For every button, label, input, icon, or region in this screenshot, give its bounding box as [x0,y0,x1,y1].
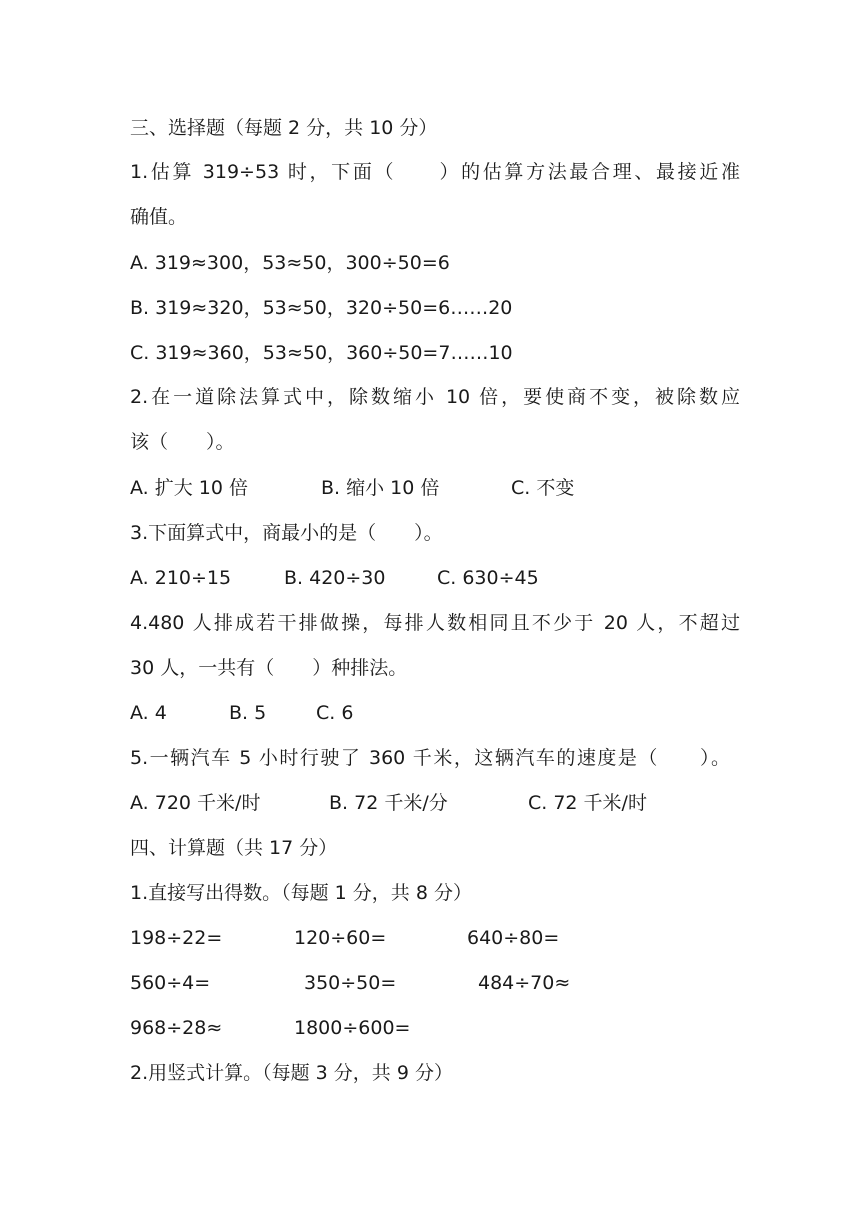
q5-option-a: A. 720 千米/时 [130,792,261,814]
q3-option-a: A. 210÷15 [130,567,232,589]
q5-option-c: C. 72 千米/时 [528,792,647,814]
q4-option-c: C. 6 [316,702,354,724]
calc1-item: 198÷22= [130,927,223,949]
calc1-item: 350÷50= [304,972,397,994]
q4-option-a: A. 4 [130,702,167,724]
calc2-title: 2.用竖式计算。（每题 3 分，共 9 分） [130,1062,453,1084]
q2-option-b: B. 缩小 10 倍 [321,477,440,499]
calc1-item: 640÷80= [467,927,560,949]
q3-option-c: C. 630÷45 [437,567,539,589]
q2-option-a: A. 扩大 10 倍 [130,477,248,499]
section-calc-title: 四、计算题（共 17 分） [130,837,338,859]
q5-stem: 5.一辆汽车 5 小时行驶了 360 千米，这辆汽车的速度是（ ）。 [130,747,730,769]
q4-stem-line1: 4.480 人排成若干排做操，每排人数相同且不少于 20 人，不超过 [130,612,740,634]
q2-stem-line2: 该（ ）。 [130,431,235,453]
q2-option-c: C. 不变 [511,477,575,499]
q1-option-a: A. 319≈300，53≈50，300÷50=6 [130,252,450,274]
q4-option-b: B. 5 [229,702,267,724]
q1-stem-line1: 1.估算 319÷53 时，下面（ ）的估算方法最合理、最接近准 [130,161,740,183]
calc1-item: 1800÷600= [294,1017,411,1039]
q2-stem-line1: 2.在一道除法算式中，除数缩小 10 倍，要使商不变，被除数应 [130,386,740,408]
q3-stem: 3.下面算式中，商最小的是（ ）。 [130,522,443,544]
q1-stem-line2: 确值。 [130,206,188,228]
q1-option-c: C. 319≈360，53≈50，360÷50=7……10 [130,342,513,364]
calc1-item: 968÷28≈ [130,1017,223,1039]
q5-option-b: B. 72 千米/分 [329,792,448,814]
section-choice-title: 三、选择题（每题 2 分，共 10 分） [130,117,438,139]
calc1-item: 120÷60= [294,927,387,949]
q3-option-b: B. 420÷30 [284,567,386,589]
calc1-item: 484÷70≈ [478,972,571,994]
q4-stem-line2: 30 人，一共有（ ）种排法。 [130,657,408,679]
q1-option-b: B. 319≈320，53≈50，320÷50=6……20 [130,297,513,319]
calc1-title: 1.直接写出得数。（每题 1 分，共 8 分） [130,882,472,904]
calc1-item: 560÷4= [130,972,211,994]
